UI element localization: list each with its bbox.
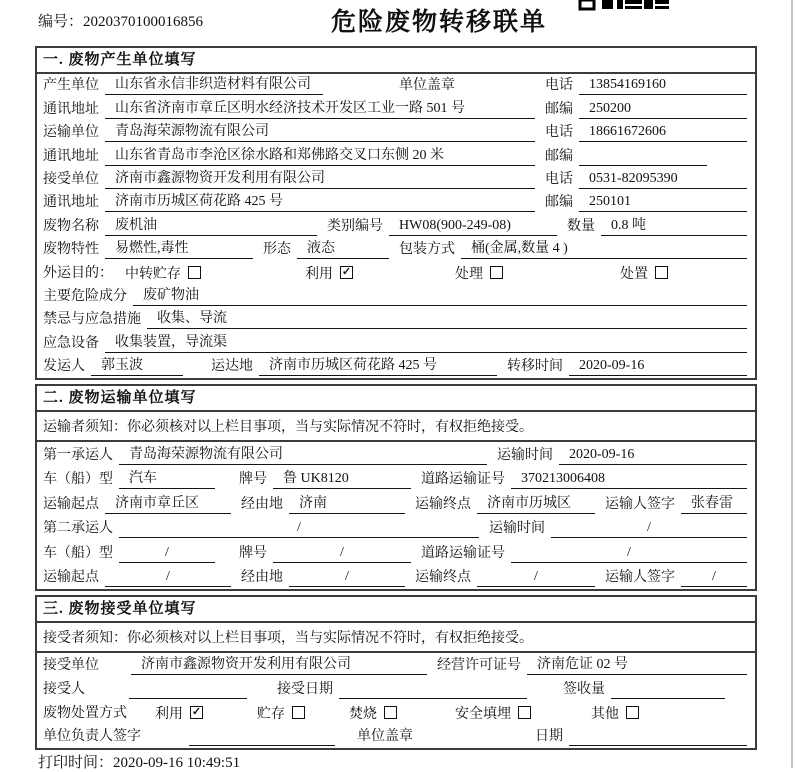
category-code-value: HW08(900-249-08) [389,218,557,236]
accept-date-value [339,697,527,699]
print-time-label: 打印时间： [38,755,114,771]
section-transporter-header: 二. 废物运输单位填写 [37,386,755,412]
field-row-route-1 [37,491,755,516]
field-row-producer-address [37,97,755,120]
via-2-label: 经由地 [241,570,283,586]
disposal-landfill-checkbox [518,706,531,719]
emergency-equipment-label: 应急设备 [43,335,99,351]
form-state-label: 形态 [263,242,291,258]
hazard-components-value: 废矿物油 [133,284,747,306]
quantity-label: 数量 [567,218,595,234]
accept-unit-value: 济南市鑫源物资开发利用有限公司 [131,653,427,675]
transport-time-label: 运输时间 [497,447,553,463]
transit-storage-option-label: 中转贮存 [125,266,181,282]
road-permit-value: 370213006408 [511,471,747,489]
serial-value: 2020370100016856 [83,14,204,30]
producer-address-label: 通讯地址 [43,101,99,117]
second-carrier-value: / [119,520,479,538]
transport-postcode-label: 邮编 [545,148,573,164]
field-row-receiver-address [37,191,755,214]
terminus-2-label: 运输终点 [415,570,471,586]
transfer-time-value: 2020-09-16 [569,358,747,376]
plate-number-2-label: 牌号 [239,545,267,561]
field-row-vehicle-type-2 [37,540,755,565]
field-row-first-carrier [37,442,755,467]
page-title: 危险废物转移联单 [331,9,548,36]
field-row-receiver-unit [37,168,755,191]
receiver-address-value: 济南市历城区荷花路 425 号 [105,190,535,212]
disposal-landfill-label: 安全填埋 [455,706,511,722]
producer-unit-value: 山东省永信非织造材料有限公司 [105,73,323,95]
disposal-store-checkbox [292,706,305,719]
receiver-notice: 接受者须知：你必须核对以上栏目事项，当与实际情况不符时，有权拒绝接受。 [37,623,755,653]
page-edge-line [791,0,793,768]
field-row-transport-unit [37,121,755,144]
via-value: 济南 [289,492,405,514]
field-row-waste-name [37,214,755,237]
carrier-signature-label: 运输人签字 [605,496,675,512]
form-state-value: 液态 [297,237,389,259]
transport-address-label: 通讯地址 [43,148,99,164]
treat-checkbox [490,266,503,279]
emergency-measures-label: 禁忌与应急措施 [43,312,141,328]
destination-value: 济南市历城区荷花路 425 号 [259,354,497,376]
serial-label: 编号： [38,14,84,30]
disposal-incinerate-label: 焚烧 [349,706,377,722]
date-value [569,744,747,746]
signed-quantity-value [611,697,725,699]
section-receiver [35,595,757,750]
field-row-producer-unit [37,74,755,97]
business-license-label: 经营许可证号 [437,657,521,673]
field-row-vehicle-type-1 [37,467,755,492]
transport-phone-label: 电话 [545,125,573,141]
transit-storage-checkbox [188,266,201,279]
transfer-manifest-form [35,46,757,754]
vehicle-type-value: 汽车 [119,467,215,489]
disposal-method-label: 废物处置方式 [43,706,127,722]
destination-label: 运达地 [211,359,253,375]
quantity-value: 0.8 吨 [601,214,747,236]
field-row-emergency-equipment [37,331,755,354]
transport-unit-label: 运输单位 [43,125,99,141]
transport-time-2-label: 运输时间 [489,521,545,537]
print-time-value: 2020-09-16 10:49:51 [113,755,241,771]
plate-number-label: 牌号 [239,472,267,488]
origin-label: 运输起点 [43,496,99,512]
accept-date-label: 接受日期 [277,681,333,697]
receiver-postcode-value: 250101 [579,194,747,212]
waste-name-value: 废机油 [105,214,317,236]
receiver-unit-value: 济南市鑫源物资开发利用有限公司 [105,167,535,189]
signed-quantity-label: 签收量 [563,681,605,697]
carrier-signature-value: 张春雷 [681,492,747,514]
serial-number [38,10,203,31]
print-time [38,751,240,772]
dispose-checkbox [655,266,668,279]
unit-seal-label: 单位盖章 [399,78,455,94]
via-label: 经由地 [241,496,283,512]
vehicle-type-2-label: 车（船）型 [43,545,113,561]
receiver-phone-value: 0531-82095390 [579,171,747,189]
field-row-responsible-signature [37,724,755,748]
origin-value: 济南市章丘区 [105,492,231,514]
producer-unit-label: 产生单位 [43,78,99,94]
field-row-accept-unit [37,653,755,677]
hazard-components-label: 主要危险成分 [43,288,127,304]
field-row-disposal-method [37,701,755,725]
treat-option-label: 处理 [455,266,483,282]
producer-phone-label: 电话 [545,78,573,94]
disposal-other-label: 其他 [591,706,619,722]
receiver-unit-label: 接受单位 [43,171,99,187]
origin-2-label: 运输起点 [43,570,99,586]
producer-phone-value: 13854169160 [579,77,747,95]
responsible-signature-label: 单位负责人签字 [43,729,141,745]
field-row-shipper [37,355,755,378]
transport-phone-value: 18661672606 [579,124,747,142]
vehicle-type-label: 车（船）型 [43,472,113,488]
field-row-waste-property [37,238,755,261]
field-row-route-2 [37,565,755,590]
transport-time-2-value: / [551,520,747,538]
disposal-incinerate-checkbox [384,706,397,719]
field-row-second-carrier [37,516,755,541]
vehicle-type-2-value: / [119,545,215,563]
section-producer-header: 一. 废物产生单位填写 [37,48,755,74]
origin-2-value: / [105,569,231,587]
first-carrier-value: 青岛海荣源物流有限公司 [119,443,487,465]
utilize-option-label: 利用 [305,266,333,282]
transfer-time-label: 转移时间 [507,359,563,375]
receiver-postcode-label: 邮编 [545,195,573,211]
plate-number-value: 鲁 UK8120 [273,467,411,489]
disposal-store-label: 贮存 [257,706,285,722]
packing-value: 桶(金属,数量 4 ) [461,237,747,259]
transport-address-value: 山东省青岛市李沧区徐水路和郑佛路交叉口东侧 20 米 [105,144,535,166]
carrier-signature-2-label: 运输人签字 [605,570,675,586]
receiver-address-label: 通讯地址 [43,195,99,211]
terminus-2-value: / [477,569,595,587]
receiver-phone-label: 电话 [545,171,573,187]
business-license-value: 济南危证 02 号 [527,653,747,675]
outbound-purpose-label: 外运目的： [43,266,113,282]
second-carrier-label: 第二承运人 [43,521,113,537]
terminus-value: 济南市历城区 [477,492,595,514]
transport-postcode-value [579,164,707,166]
transporter-notice: 运输者须知：你必须核对以上栏目事项，当与实际情况不符时，有权拒绝接受。 [37,412,755,442]
waste-name-label: 废物名称 [43,218,99,234]
acceptor-value [129,697,247,699]
shipper-label: 发运人 [43,359,85,375]
plate-number-2-value: / [273,545,411,563]
field-row-acceptor [37,677,755,701]
utilize-checkbox: ✓ [341,266,352,279]
disposal-utilize-label: 利用 [155,706,183,722]
disposal-other-checkbox [626,706,639,719]
producer-postcode-label: 邮编 [545,101,573,117]
field-row-emergency-measures [37,308,755,331]
first-carrier-label: 第一承运人 [43,447,113,463]
producer-address-value: 山东省济南市章丘区明水经济技术开发区工业一路 501 号 [105,97,535,119]
dispose-option-label: 处置 [620,266,648,282]
field-row-hazard-components [37,285,755,308]
terminus-label: 运输终点 [415,496,471,512]
emergency-measures-value: 收集、导流 [147,307,747,329]
acceptor-label: 接受人 [43,681,85,697]
via-2-value: / [289,569,405,587]
section-producer [35,46,757,380]
disposal-utilize-checkbox: ✓ [191,706,202,719]
section-transporter [35,384,757,591]
category-code-label: 类别编号 [327,218,383,234]
field-row-transport-address [37,144,755,167]
accept-unit-label: 接受单位 [43,657,99,673]
emergency-equipment-value: 收集装置，导流渠 [105,331,747,353]
waste-property-label: 废物特性 [43,242,99,258]
field-row-outbound-purpose [37,261,755,284]
carrier-signature-2-value: / [681,569,747,587]
waste-property-value: 易燃性,毒性 [105,237,253,259]
transport-unit-value: 青岛海荣源物流有限公司 [105,120,535,142]
packing-label: 包装方式 [399,242,455,258]
date-label: 日期 [535,729,563,745]
road-permit-2-label: 道路运输证号 [421,545,505,561]
responsible-signature-value [189,744,335,746]
producer-postcode-value: 250200 [579,101,747,119]
receiver-unit-seal-label: 单位盖章 [357,729,413,745]
section-receiver-header: 三. 废物接受单位填写 [37,597,755,623]
shipper-value: 郭玉波 [91,354,183,376]
transport-time-value: 2020-09-16 [559,447,747,465]
road-permit-2-value: / [511,545,747,563]
qr-code-fragment [578,0,670,11]
road-permit-label: 道路运输证号 [421,472,505,488]
